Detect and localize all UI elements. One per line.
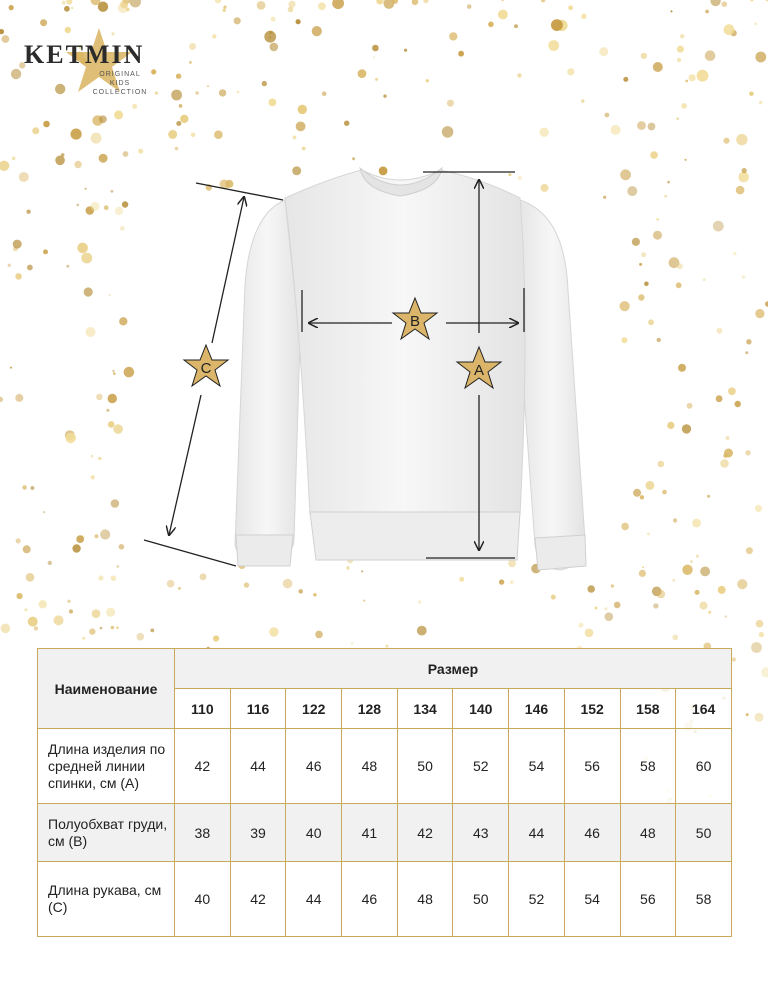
size-table xyxy=(37,648,732,937)
size-header-cell: 116 xyxy=(230,689,286,729)
size-header-cell: 152 xyxy=(564,689,620,729)
brand-tagline-line2: COLLECTION xyxy=(92,89,148,96)
value-cell: 56 xyxy=(620,862,676,937)
value-cell: 38 xyxy=(175,804,231,862)
value-cell: 44 xyxy=(230,729,286,804)
value-cell: 43 xyxy=(453,804,509,862)
value-cell: 58 xyxy=(620,729,676,804)
value-cell: 52 xyxy=(453,729,509,804)
value-cell: 54 xyxy=(564,862,620,937)
marker-c-star xyxy=(184,345,228,386)
value-cell: 48 xyxy=(342,729,398,804)
value-cell: 48 xyxy=(620,804,676,862)
size-header-cell: 140 xyxy=(453,689,509,729)
confetti-dot xyxy=(751,642,762,653)
value-cell: 41 xyxy=(342,804,398,862)
value-cell: 50 xyxy=(676,804,732,862)
name-column-header: Наименование xyxy=(38,649,175,729)
value-cell: 44 xyxy=(509,804,565,862)
table-row xyxy=(38,804,732,862)
marker-c-label: C xyxy=(200,360,212,377)
value-cell: 44 xyxy=(286,862,342,937)
value-cell: 50 xyxy=(453,862,509,937)
row-label: Длина изделия по средней линии спинки, см (А) xyxy=(38,729,175,804)
table-row xyxy=(38,729,732,804)
size-header-cell: 134 xyxy=(397,689,453,729)
table-row xyxy=(38,862,732,937)
value-cell: 46 xyxy=(286,729,342,804)
size-header-cell: 110 xyxy=(175,689,231,729)
value-cell: 56 xyxy=(564,729,620,804)
value-cell: 40 xyxy=(175,862,231,937)
brand-name: KETMIN xyxy=(24,40,145,69)
value-cell: 50 xyxy=(397,729,453,804)
marker-a-label: A xyxy=(473,362,485,379)
value-cell: 39 xyxy=(230,804,286,862)
row-label: Полуобхват груди, см (В) xyxy=(38,804,175,862)
value-cell: 42 xyxy=(397,804,453,862)
confetti-dot xyxy=(755,713,764,722)
size-group-header: Размер xyxy=(175,649,732,689)
value-cell: 58 xyxy=(676,862,732,937)
brand-tagline-line1: ORIGINAL KIDS xyxy=(99,71,141,87)
value-cell: 46 xyxy=(342,862,398,937)
size-header-cell: 122 xyxy=(286,689,342,729)
value-cell: 48 xyxy=(397,862,453,937)
size-header-cell: 128 xyxy=(342,689,398,729)
confetti-dot xyxy=(732,657,736,661)
confetti-dot xyxy=(351,642,353,644)
size-header-cell: 146 xyxy=(509,689,565,729)
value-cell: 60 xyxy=(676,729,732,804)
value-cell: 40 xyxy=(286,804,342,862)
confetti-dot xyxy=(746,713,749,716)
marker-b-label: B xyxy=(409,313,421,330)
confetti-dot xyxy=(761,667,768,677)
value-cell: 54 xyxy=(509,729,565,804)
value-cell: 42 xyxy=(230,862,286,937)
row-label: Длина рукава, см (С) xyxy=(38,862,175,937)
sweatshirt-illustration xyxy=(235,168,586,570)
value-cell: 42 xyxy=(175,729,231,804)
value-cell: 52 xyxy=(509,862,565,937)
value-cell: 46 xyxy=(564,804,620,862)
size-header-cell: 158 xyxy=(620,689,676,729)
size-header-cell: 164 xyxy=(676,689,732,729)
